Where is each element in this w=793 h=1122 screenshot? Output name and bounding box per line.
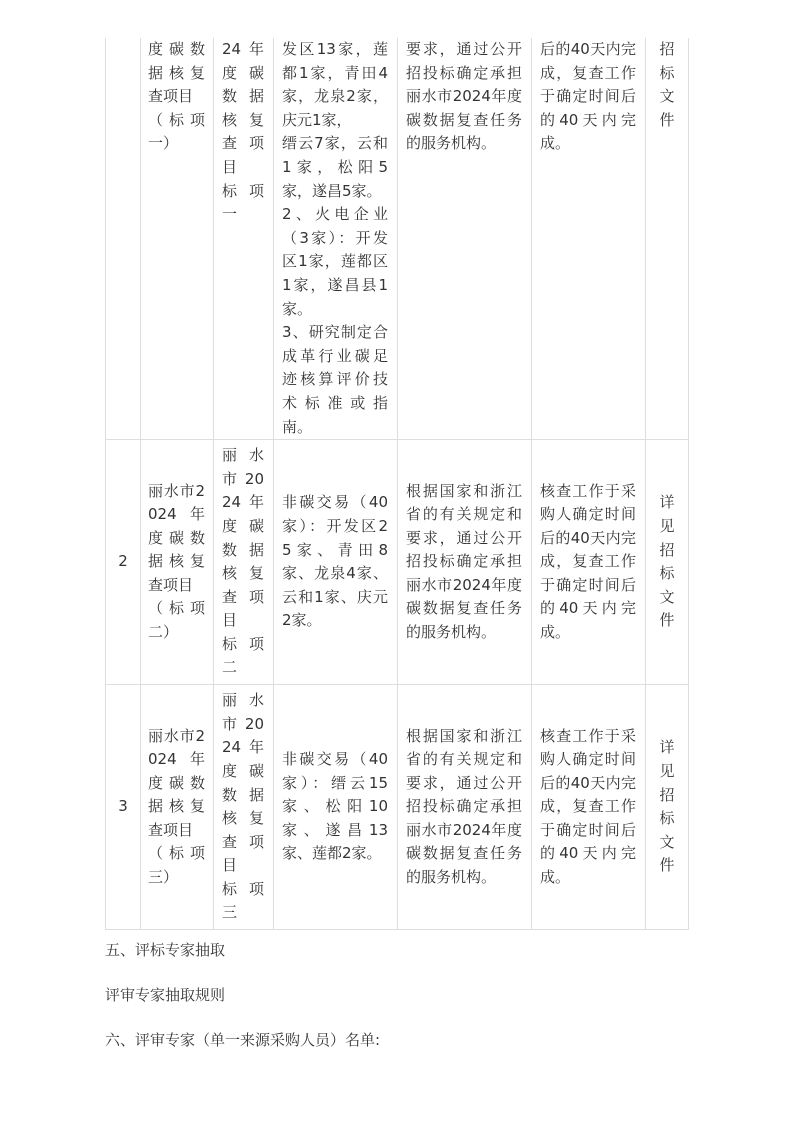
cell-line: 件 [659,856,675,875]
cell-package-name [214,440,274,685]
cell-deadline [532,38,646,440]
cell-line: 的服务机构。 [406,623,497,642]
cell-line: 家、遂昌13 [282,820,388,839]
cell-line: 南。 [282,417,313,436]
cell-line: 据核复 [148,63,205,82]
table-row [106,38,689,440]
cell-line: 度碳 [222,63,264,82]
cell-line: 丽水市2024年度 [406,575,522,594]
cell-line: 丽水 [222,691,264,710]
cell-remarks [646,440,689,685]
cell-line: 目 [222,157,238,176]
cell-line: 要求，通过公开 [406,528,522,547]
cell-line: 数据 [222,785,264,804]
cell-line: 据核复 [148,552,205,571]
cell-line: 据核复 [148,797,205,816]
cell-line: 市20 [222,714,264,733]
cell-line: 2家。 [282,611,322,630]
cell-line: 招 [659,40,675,58]
cell-line: 缙云7家，云和 [282,134,388,153]
row-number: 2 [118,552,128,571]
cell-line: 标 [659,564,675,583]
cell-line: 1家，松阳5 [282,157,388,176]
cell-line: 核查工作于采 [540,481,636,500]
cell-line: 件 [659,110,675,129]
cell-line: 核查工作于采 [540,726,636,745]
cell-line: 成，复查工作 [540,552,636,571]
cell-line: （3家）：开发 [282,228,388,247]
cell-line: 24年 [222,493,264,512]
cell-deadline [532,685,646,930]
cell-line: 2、火电企业 [282,205,388,224]
cell-line: 5家、青田8 [282,540,388,559]
cell-line: 丽水市2024年度 [406,87,522,106]
cell-line: 查项目 [148,820,194,839]
cell-line: 家）：缙云15 [282,773,388,792]
cell-line: 成。 [540,623,571,642]
cell-line: 术标准或指 [282,393,388,412]
cell-line: 省的有关规定和 [406,505,522,524]
cell-line: 核复 [222,110,264,129]
cell-line: 要求，通过公开 [406,40,522,58]
cell-line: 成革行业碳足 [282,346,388,365]
cell-line: 成，复查工作 [540,63,636,82]
cell-line: 的40天内完 [540,599,636,618]
cell-deadline [532,440,646,685]
cell-line: 度碳数 [148,773,205,792]
cell-line: 发区13家，莲 [282,40,388,58]
cell-line: 查项目 [148,87,194,106]
cell-line: 3、研究制定合 [282,323,388,342]
cell-line: 目 [222,611,238,630]
cell-line: 碳数据复查任务 [406,599,522,618]
cell-line: 成。 [540,868,571,887]
cell-line: 后的40天内完 [540,528,636,547]
cell-line: 家、莲都2家。 [282,844,382,863]
cell-line: 根据国家和浙江 [406,726,522,745]
cell-line: 丽水市2 [148,726,205,745]
cell-line: 于确定时间后 [540,87,636,106]
cell-line: 查项 [222,832,264,851]
table-body [106,38,689,930]
cell-line: 查项目 [148,575,194,594]
cell-project-name [141,685,214,930]
section-5-heading: 五、评标专家抽取 [105,941,226,959]
cell-line: 度碳数 [148,40,205,58]
row-number: 3 [118,797,128,816]
cell-line: 丽水 [222,446,264,465]
cell-number [106,38,141,440]
cell-requirement [398,685,532,930]
cell-line: 核复 [222,564,264,583]
cell-line: 件 [659,611,675,630]
cell-line: （标项 [148,599,205,618]
cell-line: 目 [222,856,238,875]
cell-line: 度碳 [222,516,264,535]
cell-line: 招 [659,540,675,559]
cell-line: 非碳交易（40 [282,493,388,512]
cell-line: 都1家，青田4 [282,63,388,82]
cell-line: 标 [659,63,675,82]
cell-line: 详 [659,738,675,757]
cell-line: 见 [659,761,675,780]
cell-line: 的服务机构。 [406,134,497,153]
cell-line: 文 [659,87,675,106]
cell-number [106,440,141,685]
table-row [106,685,689,930]
cell-line: 标项 [222,181,264,200]
cell-package-name [214,685,274,930]
cell-line: 成，复查工作 [540,797,636,816]
table-row [106,440,689,685]
cell-line: 迹核算评价技 [282,370,388,389]
cell-line: 文 [659,587,675,606]
cell-remarks [646,38,689,440]
cell-line: 一 [222,205,238,224]
cell-line: 碳数据复查任务 [406,110,522,129]
cell-line: 查项 [222,134,264,153]
cell-content [274,685,398,930]
cell-line: 核复 [222,809,264,828]
cell-line: 成。 [540,134,571,153]
cell-line: 云和1家、庆元 [282,587,388,606]
cell-line: 查项 [222,587,264,606]
cell-project-name [141,38,214,440]
cell-line: 家，遂昌5家。 [282,181,382,200]
cell-line: 区1家，莲都区 [282,252,388,271]
cell-line: 招投标确定承担 [406,552,522,571]
cell-line: 购人确定时间 [540,505,636,524]
cell-line: 文 [659,832,675,851]
cell-remarks [646,685,689,930]
cell-line: 市20 [222,469,264,488]
cell-line: 二） [148,623,179,642]
cell-line: 024年 [148,750,205,769]
cell-line: （标项 [148,844,205,863]
cell-line: 标项 [222,634,264,653]
cell-line: 于确定时间后 [540,575,636,594]
cell-line: 碳数据复查任务 [406,844,522,863]
cell-line: 家、松阳10 [282,797,388,816]
cell-project-name [141,440,214,685]
expert-selection-rules-text: 评审专家抽取规则 [105,986,226,1004]
cell-line: 的40天内完 [540,844,636,863]
cell-line: 根据国家和浙江 [406,481,522,500]
cell-line: 标项 [222,879,264,898]
cell-line: 一） [148,134,179,153]
cell-line: 24年 [222,40,264,58]
cell-line: 1家，遂昌县1 [282,275,388,294]
cell-line: 丽水市2024年度 [406,820,522,839]
cell-line: 二 [222,658,238,677]
cell-line: 后的40天内完 [540,773,636,792]
cell-requirement [398,38,532,440]
cell-line: 庆元1家， [282,110,352,129]
cell-line: 省的有关规定和 [406,750,522,769]
cell-line: 见 [659,516,675,535]
cell-line: 家）：开发区2 [282,516,388,535]
cell-line: 非碳交易（40 [282,750,388,769]
cell-line: 数据 [222,540,264,559]
cell-line: 购人确定时间 [540,750,636,769]
cell-line: 丽水市2 [148,481,205,500]
cell-line: 家、龙泉4家、 [282,564,388,583]
cell-line: 024年 [148,505,205,524]
cell-line: 三 [222,903,238,922]
cell-line: 度碳 [222,761,264,780]
cell-line: 招投标确定承担 [406,797,522,816]
cell-line: 详 [659,493,675,512]
cell-line: 的服务机构。 [406,868,497,887]
cell-line: 家。 [282,299,313,318]
section-6-heading: 六、评审专家（单一来源采购人员）名单: [105,1031,381,1049]
cell-line: 三） [148,868,179,887]
cell-line: 招 [659,785,675,804]
cell-line: 于确定时间后 [540,820,636,839]
cell-content [274,38,398,440]
cell-line: 数据 [222,87,264,106]
cell-line: 度碳数 [148,528,205,547]
procurement-package-table [105,38,689,930]
cell-line: 标 [659,809,675,828]
cell-line: 24年 [222,738,264,757]
cell-line: 的40天内完 [540,110,636,129]
cell-line: （标项 [148,110,205,129]
cell-requirement [398,440,532,685]
cell-line: 家，龙泉2家， [282,87,388,106]
cell-line: 要求，通过公开 [406,773,522,792]
cell-package-name [214,38,274,440]
cell-content [274,440,398,685]
cell-number [106,685,141,930]
cell-line: 后的40天内完 [540,40,636,58]
cell-line: 招投标确定承担 [406,63,522,82]
